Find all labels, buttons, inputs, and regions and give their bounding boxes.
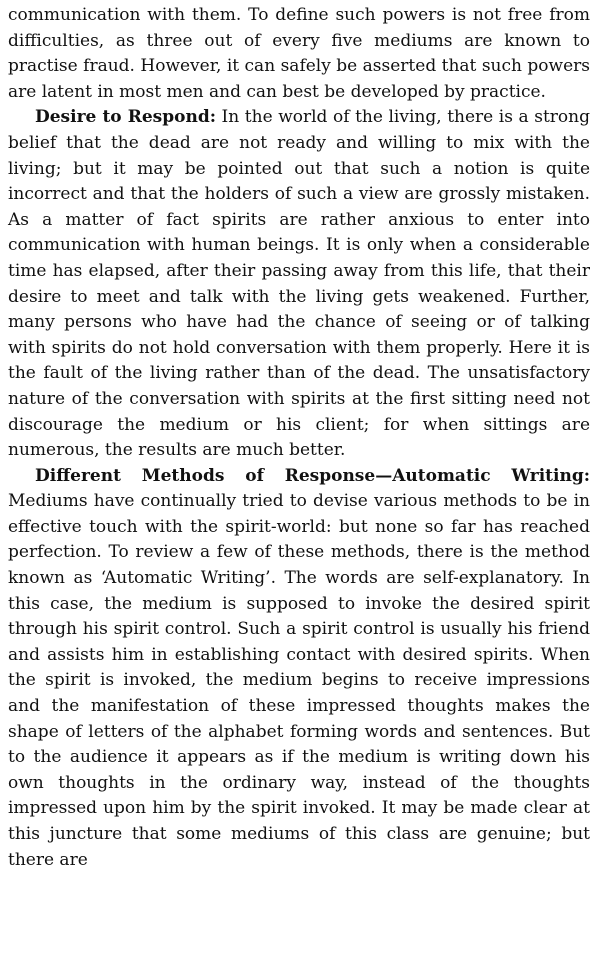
paragraph-desire-to-respond bbox=[8, 105, 590, 463]
paragraph-body: communication with them. To define such powers is not free from difficulties, as three out of every five mediums are known to practise fraud. However, it can safely be asserted that such powers are latent in most men and can best be developed by practice. bbox=[8, 5, 590, 102]
paragraph-continuation bbox=[8, 3, 590, 105]
document-page bbox=[8, 3, 590, 873]
paragraph-body: In the world of the living, there is a strong belief that the dead are not ready and willing to mix with the living; but it may be pointed out that such a notion is quite incorrect and that the holders of such a view are grossly mistaken. As a matter of fact spirits are rather anxious to enter into communication with human beings. It is only when a considerable time has elapsed, after their passing away from this life, that their desire to meet and talk with the living gets weakened. Further, many persons who have had the chance of seeing or of talking with spirits do not hold conversation with them properly. Here it is the fault of the living rather than of the dead. The unsatisfactory nature of the conversation with spirits at the first sitting need not discourage the medium or his client; for when sittings are numerous, the results are much better. bbox=[8, 107, 590, 461]
paragraph-body: Mediums have continually tried to devise various methods to be in effective touch with the spirit-world: but none so far has reached perfection. To review a few of these methods, there is the method known as ‘Automatic Writing’. The words are self-explanatory. In this case, the medium is supposed to invoke the desired spirit through his spirit control. Such a spirit control is usually his friend and assists him in establishing contact with desired spirits. When the spirit is invoked, the medium begins to receive impressions and the manifestation of these impressed thoughts makes the shape of letters of the alphabet forming words and sentences. But to the audience it appears as if the medium is writing down his own thoughts in the ordinary way, instead of the thoughts impressed upon him by the spirit invoked. It may be made clear at this juncture that some mediums of this class are genuine; but there are bbox=[8, 491, 590, 870]
section-heading: Different Methods of Response—Automatic Writing: bbox=[35, 465, 590, 486]
section-heading: Desire to Respond: bbox=[35, 107, 216, 128]
paragraph-automatic-writing bbox=[8, 464, 590, 874]
